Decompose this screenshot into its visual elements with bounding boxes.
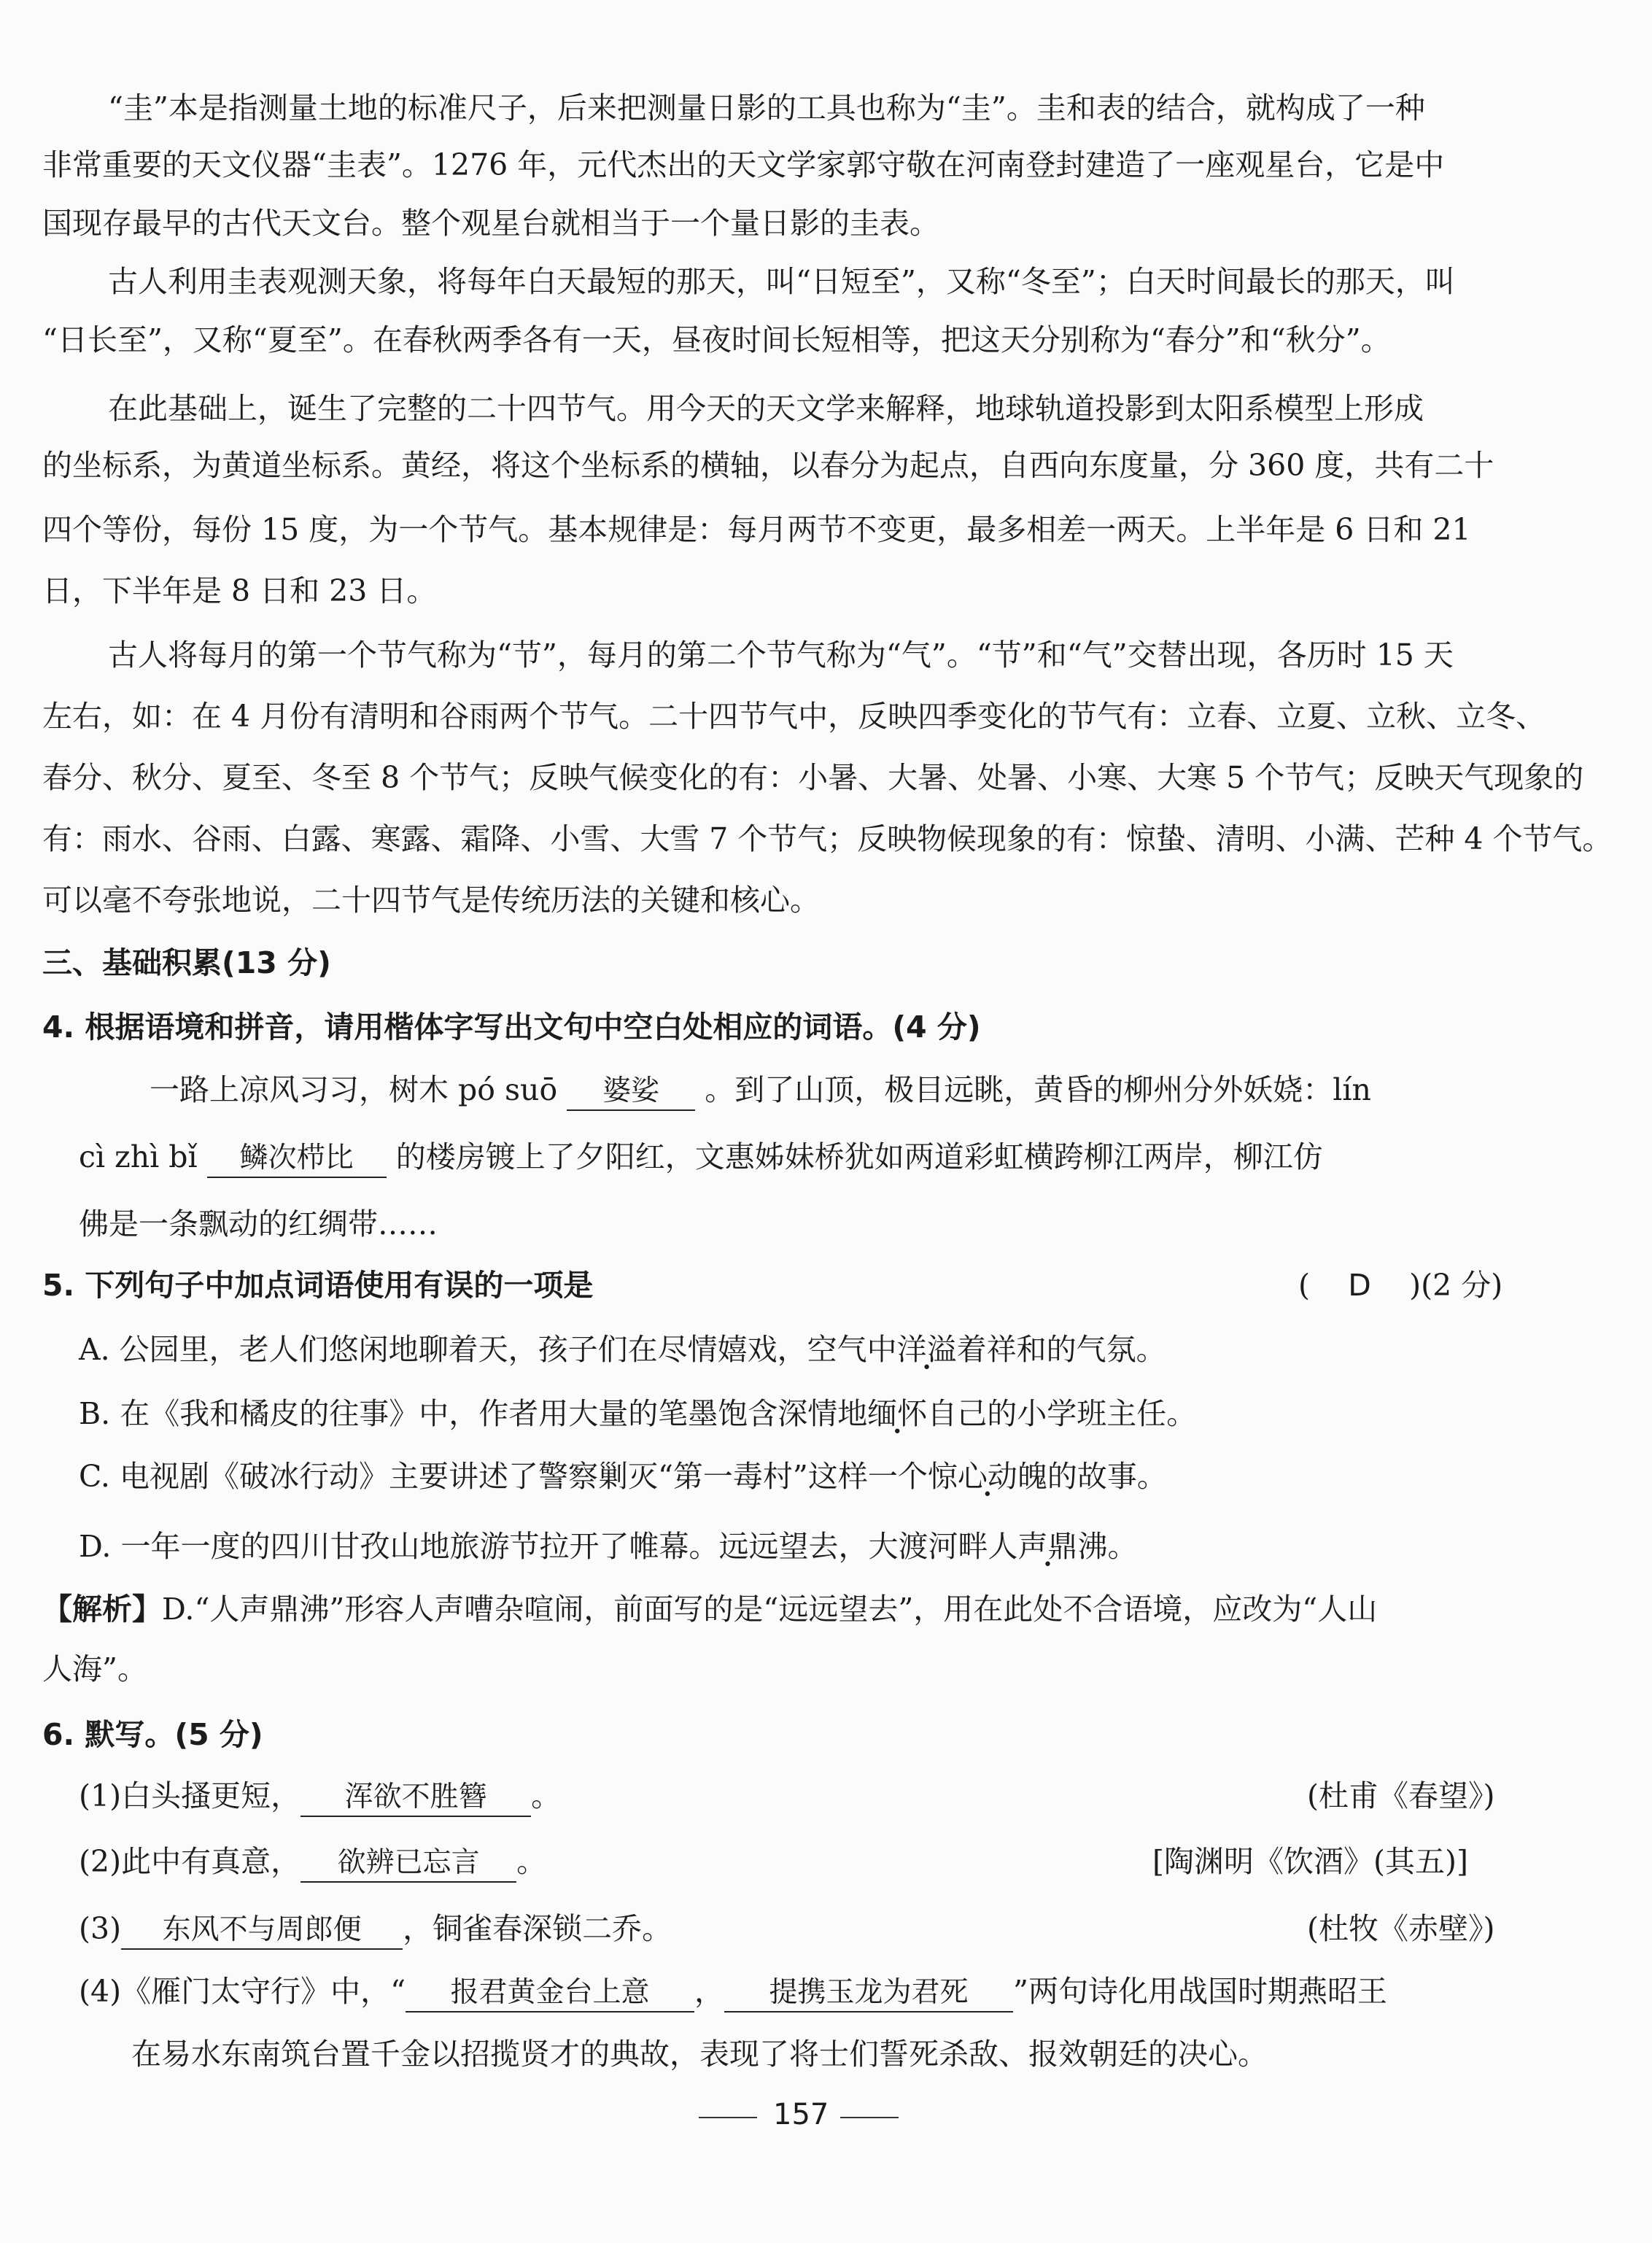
item-text: ”两句诗化用战国时期燕昭王: [1013, 1974, 1388, 2009]
option-text: D. 一年一度的四川甘孜山地旅游节拉开了帷幕。远远望去，大渡河畔: [79, 1529, 988, 1564]
option-text: C. 电视剧《破冰行动》主要讲述了警察剿灭“第一毒村”这样一个: [79, 1459, 928, 1494]
analysis-tag: 【解析】: [42, 1592, 162, 1627]
recite-item-4-line-2: 在易水东南筑台置千金以招揽贤才的典故，表现了将士们誓死杀敌、报效朝廷的决心。: [131, 2037, 1268, 2072]
item-text: ，铜雀春深锁二乔。: [403, 1911, 672, 1946]
dotted-term: 人声鼎沸: [988, 1529, 1108, 1564]
option-text: 着祥和的气氛。: [956, 1332, 1166, 1367]
answer-blank[interactable]: 提携玉龙为君死: [724, 1975, 1013, 2012]
source-citation: (杜牧《赤壁》): [1307, 1911, 1495, 1946]
item-text: ，: [694, 1974, 725, 2009]
option-text: A. 公园里，老人们悠闲地聊着天，孩子们在尽情嬉戏，空气中: [79, 1332, 897, 1367]
paragraph-line: 可以毫不夸张地说，二十四节气是传统历法的关键和核心。: [42, 883, 820, 918]
source-citation: [陶渊明《饮酒》(其五)]: [1152, 1844, 1468, 1879]
recite-item-3: [79, 1907, 672, 1950]
paragraph-line: 日，下半年是 8 日和 23 日。: [42, 573, 437, 608]
recite-item-4: [79, 1969, 1387, 2013]
analysis-line: 人海”。: [42, 1651, 147, 1686]
page-number: 157: [773, 2098, 829, 2131]
analysis-text: D.“人声鼎沸”形容人声嘈杂喧闹，前面写的是“远远望去”，用在此处不合语境，应改为“人山: [162, 1592, 1378, 1627]
option-a[interactable]: [79, 1328, 1166, 1371]
option-text: 自己的小学班主任。: [927, 1396, 1197, 1431]
answer-blank[interactable]: 欲辨已忘言: [300, 1845, 516, 1883]
recite-item-2: [79, 1840, 546, 1883]
question-4-line: [150, 1068, 1371, 1112]
answer-blank-1[interactable]: 婆娑: [567, 1073, 695, 1111]
question-4-stem: 4. 根据语境和拼音，请用楷体字写出文句中空白处相应的词语。(4 分): [42, 1010, 981, 1045]
question-4-line: 佛是一条飘动的红绸带……: [79, 1206, 438, 1241]
dotted-term: 惊心动魄: [927, 1459, 1047, 1494]
paragraph-line: 古人利用圭表观测天象，将每年白天最短的那天，叫“日短至”，又称“冬至”；白天时间最长的那天，叫: [108, 264, 1455, 299]
answer-score: )(2 分): [1409, 1268, 1503, 1303]
option-text: B. 在《我和橘皮的往事》中，作者用大量的笔墨饱含深情地: [79, 1396, 868, 1431]
item-text: (2)此中有真意，: [79, 1844, 301, 1879]
answer-blank[interactable]: 报君黄金台上意: [406, 1975, 694, 2012]
option-c[interactable]: [79, 1454, 1167, 1498]
option-text: 的故事。: [1047, 1459, 1167, 1494]
page-number-dash-right: [840, 2117, 899, 2118]
item-text: (1)白头搔更短，: [79, 1778, 301, 1813]
item-text: 。: [531, 1778, 562, 1813]
question-5-stem: 5. 下列句子中加点词语使用有误的一项是: [42, 1268, 594, 1303]
paragraph-line: 非常重要的天文仪器“圭表”。1276 年，元代杰出的天文学家郭守敬在河南登封建造了一座观星台，它是中: [42, 147, 1445, 182]
paragraph-line: 在此基础上，诞生了完整的二十四节气。用今天的天文学来解释，地球轨道投影到太阳系模型上形成: [108, 391, 1424, 426]
question-5-answer: [1298, 1263, 1502, 1307]
dotted-term: 缅怀: [867, 1396, 928, 1431]
paragraph-line: 古人将每月的第一个节气称为“节”，每月的第二个节气称为“气”。“节”和“气”交替出现，各历时 15 天: [108, 638, 1454, 673]
option-text: 。: [1107, 1529, 1138, 1564]
answer-blank[interactable]: 东风不与周郎便: [121, 1912, 403, 1950]
paragraph-line: 春分、秋分、夏至、冬至 8 个节气；反映气候变化的有：小暑、大暑、处暑、小寒、大寒 5 个节气；反映天气现象的: [42, 760, 1584, 795]
paragraph-line: 国现存最早的古代天文台。整个观星台就相当于一个量日影的圭表。: [42, 206, 939, 241]
paragraph-line: 左右，如：在 4 月份有清明和谷雨两个节气。二十四节气中，反映四季变化的节气有：立春、立夏、立秋、立冬、: [42, 699, 1546, 734]
question-text: 。到了山顶，极目远眺，黄昏的柳州分外妖娆：lín: [705, 1072, 1371, 1107]
paragraph-line: 的坐标系，为黄道坐标系。黄经，将这个坐标系的横轴，以春分为起点，自西向东度量，分 360 度，共有二十: [42, 448, 1494, 483]
paragraph-line: 四个等份，每份 15 度，为一个节气。基本规律是：每月两节不变更，最多相差一两天。上半年是 6 日和 21: [42, 512, 1471, 547]
item-text: 。: [516, 1844, 547, 1879]
item-text: (3): [79, 1911, 122, 1946]
question-4-line: [79, 1135, 1323, 1179]
answer-choice[interactable]: D: [1348, 1268, 1371, 1303]
section-title: 三、基础积累(13 分): [42, 945, 331, 980]
paragraph-line: “日长至”，又称“夏至”。在春秋两季各有一天，昼夜时间长短相等，把这天分别称为“春分”和“秋分”。: [42, 322, 1391, 357]
item-text: (4)《雁门太守行》中，“: [79, 1974, 406, 2009]
option-d[interactable]: [79, 1525, 1137, 1568]
paragraph-line: 有：雨水、谷雨、白露、寒露、霜降、小雪、大雪 7 个节气；反映物候现象的有：惊蛰、清明、小满、芒种 4 个节气。: [42, 821, 1613, 856]
option-b[interactable]: [79, 1392, 1196, 1436]
source-citation: (杜甫《春望》): [1307, 1778, 1495, 1813]
question-text: 的楼房镀上了夕阳红，文惠姊妹桥犹如两道彩虹横跨柳江两岸，柳江仿: [395, 1139, 1323, 1174]
answer-blank[interactable]: 浑欲不胜簪: [300, 1779, 531, 1817]
page-number-dash-left: [699, 2117, 757, 2118]
question-text: cì zhì bǐ: [79, 1139, 198, 1174]
recite-item-1: [79, 1774, 561, 1818]
dotted-term: 洋溢: [896, 1332, 957, 1367]
question-6-stem: 6. 默写。(5 分): [42, 1717, 263, 1752]
analysis: [42, 1587, 1377, 1631]
answer-paren-open: (: [1298, 1268, 1310, 1303]
paragraph-line: “圭”本是指测量土地的标准尺子，后来把测量日影的工具也称为“圭”。圭和表的结合，就构成了一种: [108, 90, 1425, 125]
question-text: 一路上凉风习习，树木 pó suō: [150, 1072, 558, 1107]
answer-blank-2[interactable]: 鳞次栉比: [207, 1140, 387, 1178]
